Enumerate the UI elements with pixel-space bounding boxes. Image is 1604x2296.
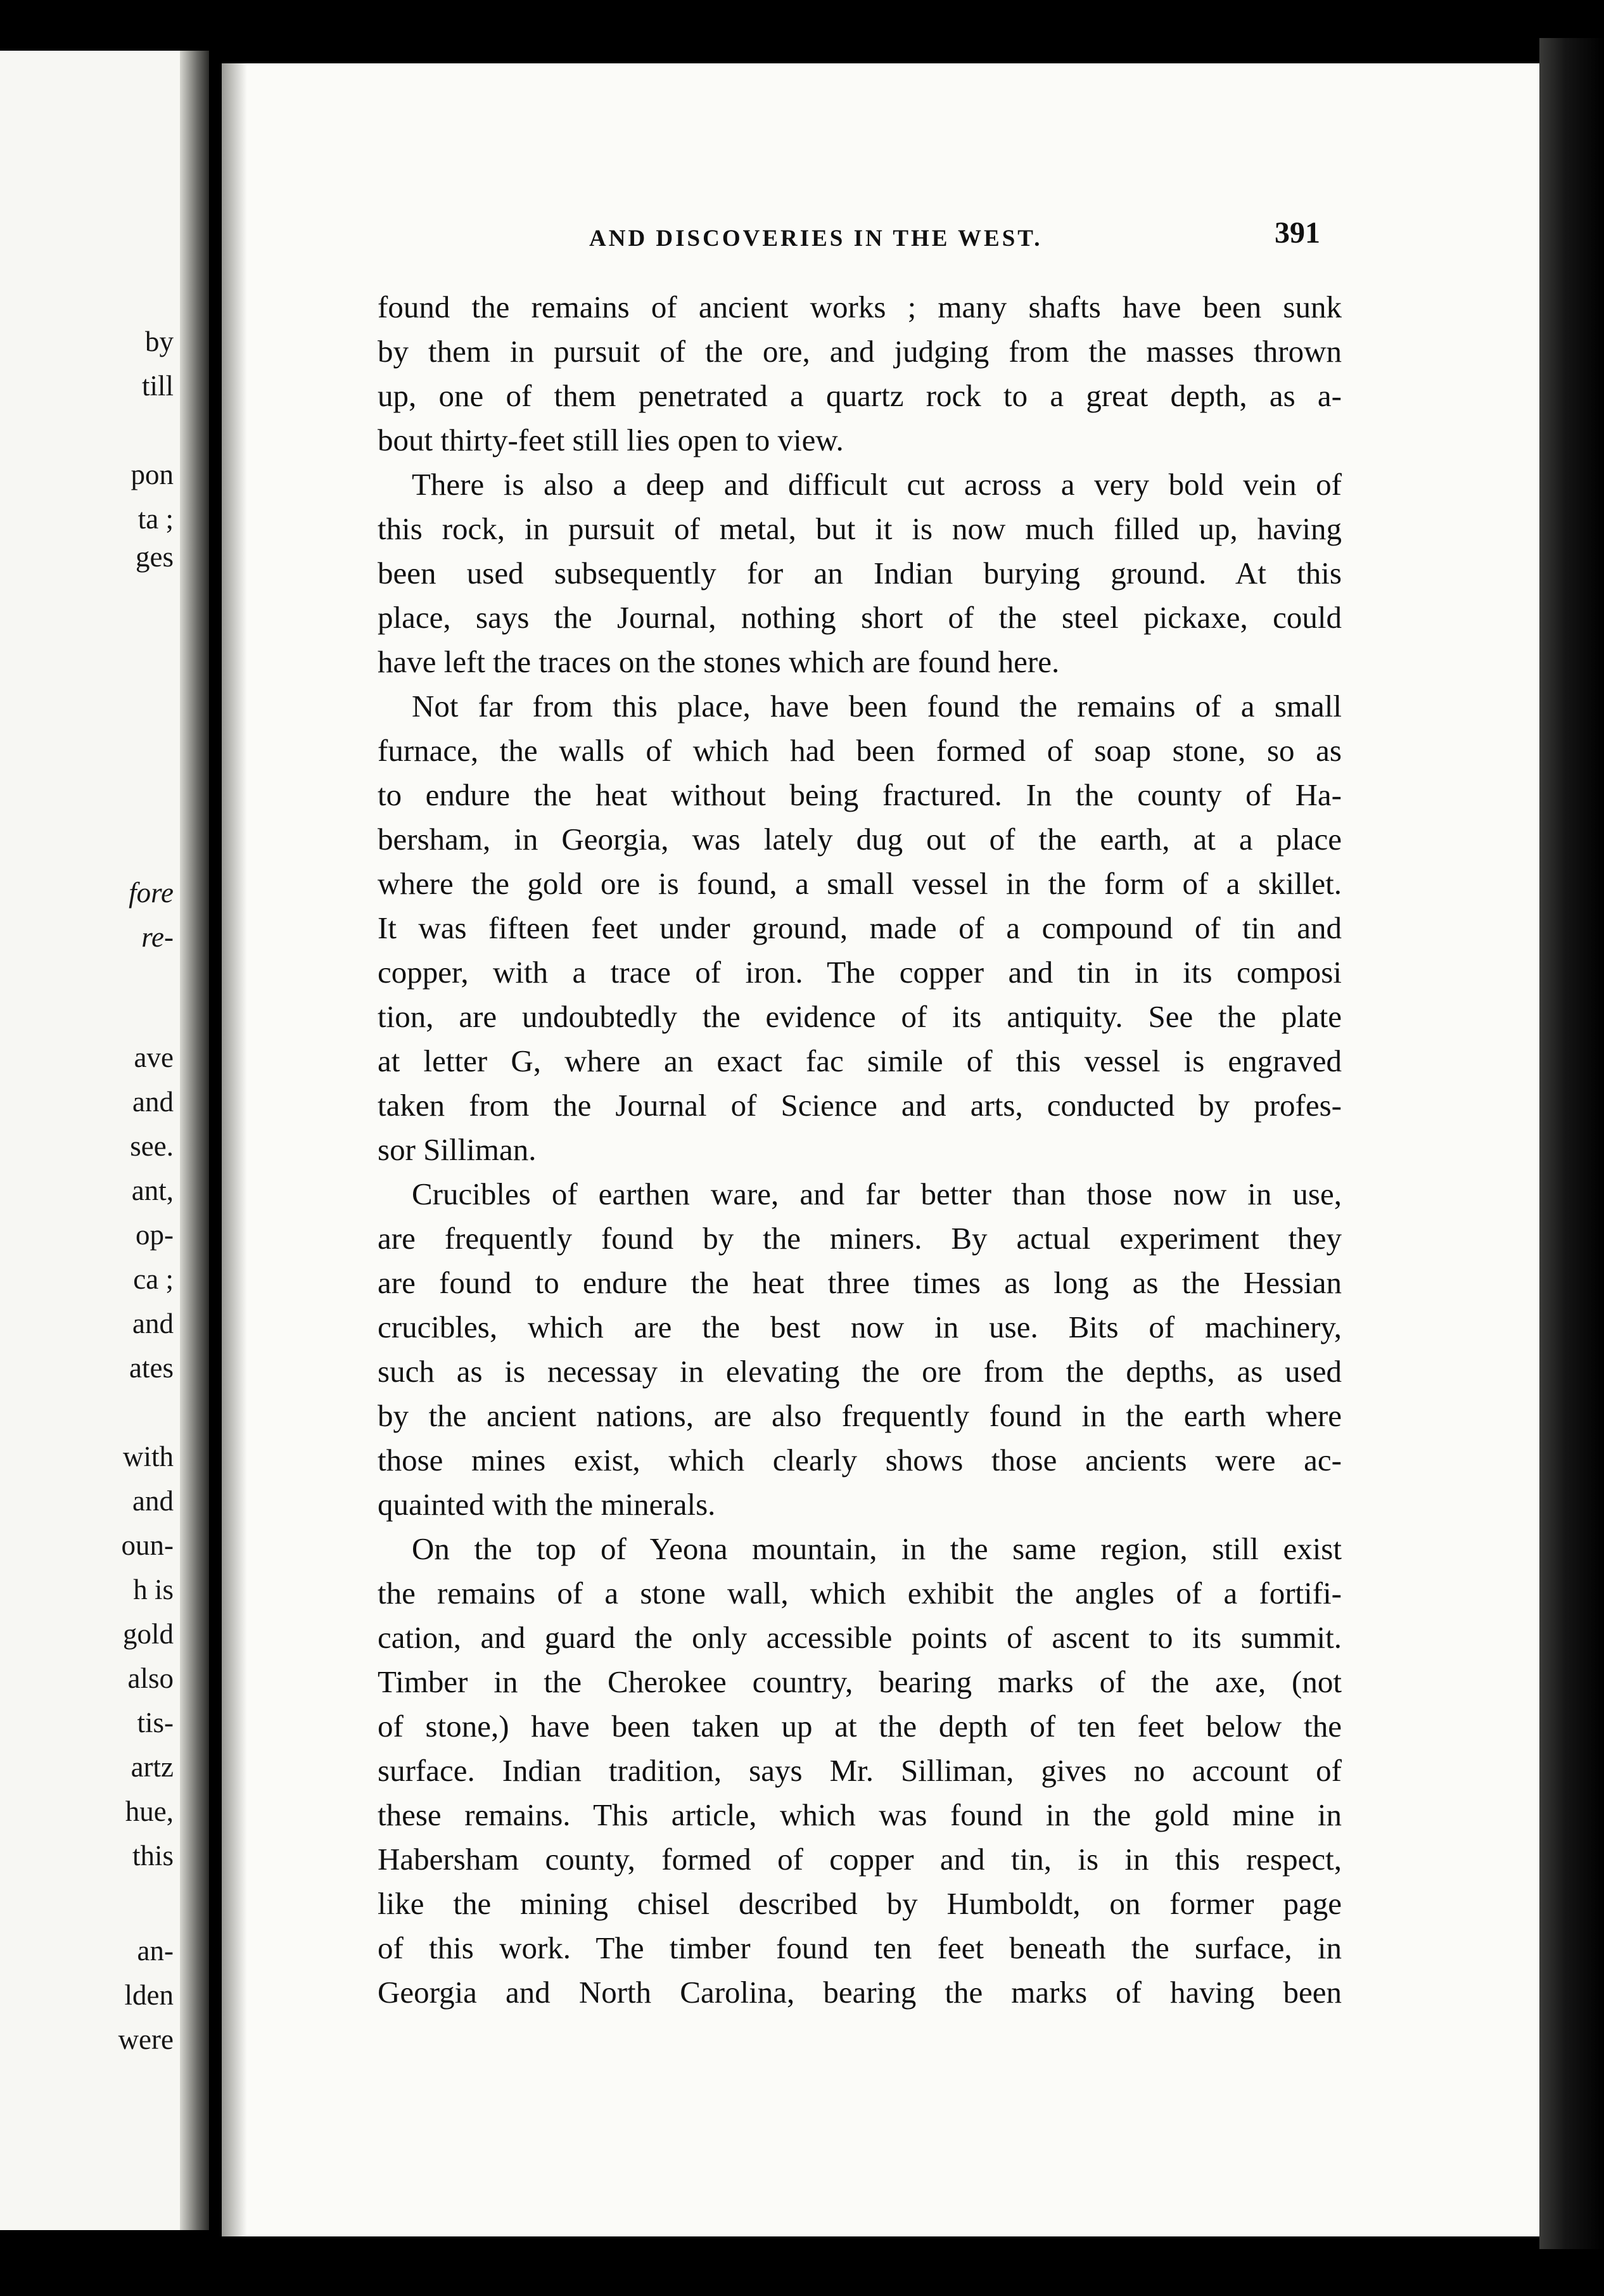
prev-page-fragment: oun-	[121, 1529, 174, 1561]
prev-page-fragment: and	[132, 1086, 174, 1118]
prev-page-fragment: gold	[122, 1618, 174, 1650]
prev-page-fragment: and	[132, 1485, 174, 1517]
text-line: been used subsequently for an Indian burying ground. At this	[378, 556, 1342, 590]
text-line: It was fifteen feet under ground, made of a compound of tin and	[378, 910, 1342, 945]
text-line: There is also a deep and difficult cut across a very bold vein of	[412, 467, 1342, 502]
text-line: like the mining chisel described by Humboldt, on former page	[378, 1886, 1342, 1921]
prev-page-fragment: h is	[133, 1574, 174, 1605]
text-line: sor Silliman.	[378, 1132, 537, 1167]
text-line: cation, and guard the only accessible points of ascent to its summit.	[378, 1620, 1342, 1655]
text-line: of this work. The timber found ten feet beneath the surface, in	[378, 1930, 1342, 1965]
text-line: Not far from this place, have been found the remains of a small	[412, 689, 1342, 724]
text-line: by the ancient nations, are also frequently found in the earth where	[378, 1398, 1342, 1433]
running-head: AND DISCOVERIES IN THE WEST.	[589, 226, 1043, 252]
prev-page-fragment: op-	[136, 1219, 174, 1251]
prev-page-fragment: ave	[134, 1042, 174, 1073]
prev-page-fragment: artz	[130, 1751, 174, 1783]
prev-page-fragment: ates	[129, 1352, 174, 1384]
page-edge-stack	[1539, 38, 1604, 2249]
text-line: taken from the Journal of Science and arts, conducted by profes-	[378, 1088, 1342, 1123]
text-line: this rock, in pursuit of metal, but it is now much filled up, having	[378, 511, 1342, 546]
prev-page-fragment: re-	[141, 921, 174, 953]
prev-page-fragment: lden	[124, 1979, 174, 2011]
prev-page-fragment: and	[132, 1308, 174, 1339]
body-text	[378, 285, 1342, 2015]
text-line: Crucibles of earthen ware, and far better than those now in use,	[412, 1177, 1342, 1211]
text-line: are found to endure the heat three times as long as the Hessian	[378, 1265, 1342, 1300]
text-line: furnace, the walls of which had been formed of soap stone, so as	[378, 733, 1342, 768]
text-line: surface. Indian tradition, says Mr. Silliman, gives no account of	[378, 1753, 1342, 1788]
page-number: 391	[1275, 216, 1320, 250]
book-gutter-shadow	[180, 51, 209, 2230]
prev-page-fragment: see.	[130, 1130, 174, 1162]
text-line: of stone,) have been taken up at the depth of ten feet below the	[378, 1709, 1342, 1744]
text-line: quainted with the minerals.	[378, 1487, 716, 1522]
prev-page-fragment: tis-	[137, 1707, 174, 1738]
text-line: place, says the Journal, nothing short of the steel pickaxe, could	[378, 600, 1342, 635]
text-line: bout thirty-feet still lies open to view.	[378, 423, 844, 457]
text-line: those mines exist, which clearly shows those ancients were ac-	[378, 1443, 1342, 1477]
text-line: up, one of them penetrated a quartz rock to a great depth, as a-	[378, 378, 1342, 413]
text-line: the remains of a stone wall, which exhibit the angles of a fortifi-	[378, 1576, 1342, 1610]
text-line: by them in pursuit of the ore, and judging from the masses thrown	[378, 334, 1342, 369]
prev-page-fragment: were	[118, 2024, 174, 2055]
text-line: have left the traces on the stones which are found here.	[378, 644, 1060, 679]
text-line: these remains. This article, which was found in the gold mine in	[378, 1797, 1342, 1832]
prev-page-fragment: ant,	[131, 1175, 174, 1206]
prev-page-fragment: ta ;	[137, 503, 174, 535]
prev-page-fragment: also	[127, 1662, 174, 1694]
prev-page-fragment: fore	[129, 877, 174, 909]
text-line: at letter G, where an exact fac simile of this vessel is engraved	[378, 1043, 1342, 1078]
prev-page-fragment: by	[145, 326, 174, 357]
prev-page-fragment: with	[122, 1441, 174, 1472]
text-line: On the top of Yeona mountain, in the same region, still exist	[412, 1531, 1342, 1566]
text-line: copper, with a trace of iron. The copper and tin in its composi	[378, 955, 1342, 990]
text-line: tion, are undoubtedly the evidence of its antiquity. See the plate	[378, 999, 1342, 1034]
prev-page-fragment: pon	[130, 459, 174, 490]
text-line: found the remains of ancient works ; many shafts have been sunk	[378, 290, 1342, 324]
prev-page-fragment: hue,	[125, 1795, 174, 1827]
text-line: bersham, in Georgia, was lately dug out of the earth, at a place	[378, 822, 1342, 857]
text-line: Habersham county, formed of copper and tin, is in this respect,	[378, 1842, 1342, 1877]
text-line: crucibles, which are the best now in use. Bits of machinery,	[378, 1310, 1342, 1344]
text-line: Georgia and North Carolina, bearing the marks of having been	[378, 1975, 1342, 2010]
previous-page-edge	[0, 51, 209, 2230]
prev-page-fragment: till	[141, 370, 174, 402]
text-line: Timber in the Cherokee country, bearing marks of the axe, (not	[378, 1664, 1342, 1699]
prev-page-fragment: an-	[137, 1935, 174, 1967]
text-line: where the gold ore is found, a small vessel in the form of a skillet.	[378, 866, 1342, 901]
text-line: such as is necessay in elevating the ore from the depths, as used	[378, 1354, 1342, 1389]
prev-page-fragment: ca ;	[133, 1263, 174, 1295]
prev-page-fragment: ges	[136, 541, 174, 573]
text-line: are frequently found by the miners. By actual experiment they	[378, 1221, 1342, 1256]
text-line: to endure the heat without being fractured. In the county of Ha-	[378, 777, 1342, 812]
prev-page-fragment: this	[132, 1840, 174, 1872]
page-binding-shade	[222, 63, 247, 2236]
